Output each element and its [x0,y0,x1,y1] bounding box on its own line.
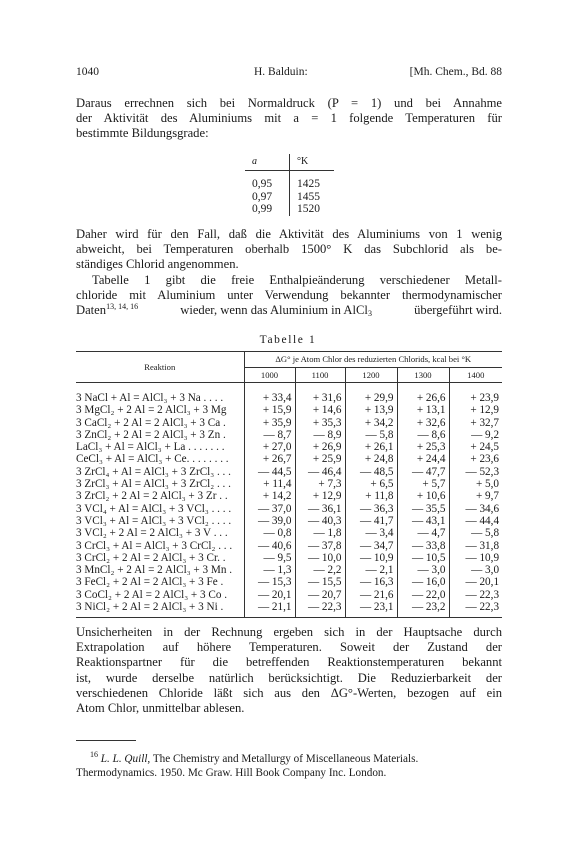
delta-g-cell: — 10,9 [345,552,397,564]
para3-line-3 [76,303,502,318]
intro-paragraph [76,96,502,142]
delta-g-cell: — 44,4 [465,514,500,527]
paragraph-3 [76,273,502,319]
reaction-cell: 3 CrCl₃ + Al = AlCl₃ + 3 CrCl₂ . . . [76,540,244,552]
header-author: H. Balduin: [254,66,308,78]
delta-g-cell: + 32,6 [397,417,449,429]
para3-seg-c: übergeführt wird. [414,303,502,318]
para3-line: Tabelle 1 gibt die freie Enthalpieänderung verschiedener Metall- [92,273,502,287]
delta-g-cell: — 34,7 [345,540,397,552]
delta-g-cell: + 5,7 [397,478,449,490]
table-bottom-rule [76,613,502,618]
delta-g-cell: — 36,3 [345,503,397,515]
delta-g-cell: + 24,8 [345,453,397,465]
delta-g-cell: + 25,9 [295,453,345,465]
table-row [76,453,502,465]
delta-g-cell: + 26,7 [244,453,295,465]
delta-g-cell: + 6,5 [345,478,397,490]
delta-g-cell: + 11,8 [345,490,397,502]
reaction-cell: 3 VCl₄ + Al = AlCl₃ + 3 VCl₃ . . . . [76,503,244,515]
reaction-cell: 3 CaCl₂ + 2 Al = 2 AlCl₃ + 3 Ca . [76,417,244,429]
reaction-cell: CeCl₃ + Al = AlCl₃ + Ce. . . . . . . . [76,453,244,465]
delta-g-cell: — 23,1 [345,601,397,613]
table-row [76,552,502,564]
delta-g-cell: — 2,2 [295,564,345,576]
temp-header: 1400 [449,368,502,383]
delta-g-cell: — 22,0 [397,589,449,601]
table-row [76,417,502,429]
reaction-cell: 3 VCl₂ + 2 Al = 2 AlCl₃ + 3 V . . . [76,527,244,539]
table-row [76,503,502,515]
delta-g-cell: + 27,0 [244,441,295,453]
footnote [76,752,502,780]
reaction-cell: 3 FeCl₂ + 2 Al = 2 AlCl₃ + 3 Fe . [76,576,244,588]
delta-g-cell: — 43,1 [397,515,449,527]
table-row [76,527,502,539]
delta-g-cell: — 40,3 [295,515,345,527]
delta-g-cell: — 46,4 [295,466,345,478]
cell-k: 1520 [297,203,320,215]
delta-g-cell: — 1,8 [295,527,345,539]
delta-g-cell: + 14,6 [295,404,345,416]
table-row [76,564,502,576]
reaction-table [76,351,502,618]
delta-g-cell: + 24,5 [470,441,500,454]
delta-g-cell: — 44,5 [244,466,295,478]
delta-g-cell: — 9,2 [471,428,500,441]
delta-g-cell: + 11,4 [244,478,295,490]
delta-g-cell: — 20,1 [244,589,295,601]
delta-g-cell: — 48,5 [345,466,397,478]
delta-g-cell: + 12,9 [295,490,345,502]
cell-k: 1425 [297,178,320,190]
delta-g-cell: + 23,9 [470,392,500,404]
delta-g-cell: — 22,3 [465,601,500,614]
reaction-cell: 3 NaCl + Al = AlCl₃ + 3 Na . . . . [76,392,244,404]
delta-g-cell: — 20,1 [465,576,500,589]
delta-g-cell: — 21,1 [244,601,295,613]
delta-g-cell: + 25,3 [397,441,449,453]
para3-seg-b: wieder, wenn das Aluminium in AlCl$_3$ [180,303,372,319]
header-journal: [Mh. Chem., Bd. 88 [409,66,502,78]
reaction-cell: 3 ZrCl₄ + Al = AlCl₃ + 3 ZrCl₃ . . . [76,466,244,478]
para2-line: Daher wird für den Fall, daß die Aktivität des Aluminiums von 1 wenig [76,227,502,241]
reaction-cell: 3 ZrCl₃ + Al = AlCl₃ + 3 ZrCl₂ . . . [76,478,244,490]
delta-g-cell: — 31,8 [465,539,500,552]
cell-a: 0,97 [245,191,290,204]
delta-g-cell: + 12,9 [470,404,500,417]
footnote-line-2: Thermodynamics. 1950. Mc Graw. Hill Book Company Inc. London. [76,767,387,779]
delta-g-cell: — 22,3 [295,601,345,613]
delta-g-cell: — 2,1 [345,564,397,576]
para4-line: Atom Chlor, unmittelbar ablesen. [76,700,245,715]
delta-g-cell: — 5,8 [345,429,397,441]
footnote-divider [76,740,136,741]
table-row [76,589,502,601]
delta-g-cell: — 10,0 [295,552,345,564]
intro-line: Daraus errechnen sich bei Normaldruck (P = 1) und bei Annahme [76,96,502,110]
delta-g-cell: — 37,0 [244,503,295,515]
delta-g-cell: — 52,3 [465,465,500,478]
delta-g-cell: — 0,8 [244,527,295,539]
temperature-table [245,154,334,216]
intro-line: bestimmte Bildungsgrade: [76,126,209,141]
delta-g-cell: — 3,0 [397,564,449,576]
reference-markers: 13, 14, 16 [106,302,139,312]
delta-g-cell: — 15,5 [295,576,345,588]
reaction-cell: 3 ZnCl₂ + 2 Al = 2 AlCl₃ + 3 Zn . [76,429,244,441]
delta-g-cell: + 26,6 [397,392,449,404]
page-number: 1040 [76,66,99,78]
delta-g-cell: + 10,6 [397,490,449,502]
reaction-cell: 3 CrCl₂ + 2 Al = 2 AlCl₃ + 3 Cr. . [76,552,244,564]
table-row [76,478,502,490]
delta-g-cell: — 47,7 [397,466,449,478]
table-row [245,178,334,191]
para4-line: Reaktionspartner für die betreffenden Reaktionstemperaturen bekannt [76,655,502,670]
delta-g-cell: — 36,1 [295,503,345,515]
table-row [76,515,502,527]
delta-g-cell: — 40,6 [244,540,295,552]
delta-g-cell: — 39,0 [244,515,295,527]
delta-g-cell: — 35,5 [397,503,449,515]
col-k-header: °K [290,154,335,171]
footnote-line-1 [76,752,502,766]
delta-g-cell: + 34,2 [345,417,397,429]
cell-a: 0,95 [245,178,290,191]
footnote-number: 16 [90,750,98,759]
table-row [245,203,334,216]
temp-header: 1100 [295,368,345,383]
reaction-cell: 3 MgCl₂ + 2 Al = 2 AlCl₃ + 3 Mg [76,404,244,416]
table-row [76,576,502,588]
delta-g-cell: + 32,7 [470,416,500,429]
para4-line: verschiedenen Chloride läßt sich aus den ΔG°-Werten, bezogen auf ein [76,685,502,700]
col-a-header: a [245,154,290,171]
footnote-title: The Chemistry and Metallurgy of Miscellaneous Materials. [150,753,419,765]
delta-g-cell: + 29,9 [345,392,397,404]
delta-g-cell: + 26,9 [295,441,345,453]
table-row [76,601,502,613]
paragraph-2 [76,227,502,273]
delta-g-cell: + 26,1 [345,441,397,453]
table-row [76,490,502,502]
delta-g-cell: — 23,2 [397,601,449,613]
delta-g-cell: — 8,7 [244,429,295,441]
para2-line: abweicht, bei Temperaturen oberhalb 1500° K das Subchlorid als be- [76,242,502,257]
table-row [76,404,502,416]
delta-g-cell: + 9,7 [475,490,500,503]
table-title: Tabelle 1 [259,334,317,346]
para4-line: Unsicherheiten in der Rechnung ergeben sich in der Hauptsache durch [76,625,502,639]
delta-g-cell: + 14,2 [244,490,295,502]
delta-g-cell: — 8,6 [397,429,449,441]
delta-g-cell: + 7,3 [295,478,345,490]
delta-g-cell: + 15,9 [244,404,295,416]
delta-g-cell: + 35,9 [244,417,295,429]
delta-g-cell: — 33,8 [397,540,449,552]
delta-g-cell: + 33,4 [244,392,295,404]
delta-g-cell: + 23,6 [470,453,500,466]
delta-g-cell: — 41,7 [345,515,397,527]
delta-g-cell: — 3,4 [345,527,397,539]
table-row [76,540,502,552]
delta-g-cell: — 21,6 [345,589,397,601]
paragraph-4 [76,625,502,716]
delta-g-cell: — 16,0 [397,576,449,588]
table-row [76,392,502,404]
intro-line: der Aktivität des Aluminiums mit a = 1 folgende Temperaturen für [76,111,502,126]
reaction-cell: 3 NiCl₂ + 2 Al = 2 AlCl₃ + 3 Ni . [76,601,244,613]
delta-g-cell: + 35,3 [295,417,345,429]
delta-g-cell: — 22,3 [465,588,500,601]
table-row [76,429,502,441]
reaction-cell: LaCl₃ + Al = AlCl₃ + La . . . . . . . [76,441,244,453]
cell-a: 0,99 [245,203,290,216]
delta-g-cell: + 13,9 [345,404,397,416]
table-row [76,466,502,478]
delta-g-cell: — 10,9 [465,551,500,564]
delta-g-cell: — 5,8 [471,527,500,540]
reaction-cell: 3 MnCl₂ + 2 Al = 2 AlCl₃ + 3 Mn . [76,564,244,576]
delta-g-header: ΔG° je Atom Chlor des reduzierten Chlorids, kcal bei °K [244,352,502,368]
para4-line: Extrapolation auf höhere Temperaturen. Soweit der Zustand der [76,640,502,655]
delta-g-cell: + 31,6 [295,392,345,404]
para4-line: ist, wurde derselbe natürlich berücksichtigt. Die Reduzierbarkeit der [76,670,502,685]
delta-g-cell: — 4,7 [397,527,449,539]
delta-g-cell: + 13,1 [397,404,449,416]
para3-seg-a: Daten$^{13, 14, 16}$ [76,302,139,318]
para3-line: chloride mit Aluminium unter Verwendung bekannter thermodynamischer [76,288,502,303]
delta-g-cell: — 16,3 [345,576,397,588]
delta-g-cell: — 20,7 [295,589,345,601]
footnote-author: L. L. Quill, [100,753,151,765]
cell-k: 1455 [297,190,320,203]
running-header [76,66,502,82]
para2-line: ständiges Chlorid angenommen. [76,257,239,272]
delta-g-cell: — 10,5 [397,552,449,564]
delta-g-cell: — 1,3 [244,564,295,576]
temp-header: 1300 [397,368,449,383]
table-row [76,441,502,453]
delta-g-cell: + 24,4 [397,453,449,465]
delta-g-cell: — 9,5 [244,552,295,564]
delta-g-cell: — 15,3 [244,576,295,588]
reaction-cell: 3 CoCl₂ + 2 Al = 2 AlCl₃ + 3 Co . [76,589,244,601]
reaction-cell: 3 ZrCl₂ + 2 Al = 2 AlCl₃ + 3 Zr . . [76,490,244,502]
delta-g-cell: — 34,6 [465,502,500,515]
subscript: 3 [367,309,372,319]
temp-header: 1000 [244,368,295,383]
reaction-column-header: Reaktion [76,352,244,383]
temp-header: 1200 [345,368,397,383]
delta-g-cell: — 8,9 [295,429,345,441]
reaction-cell: 3 VCl₃ + Al = AlCl₃ + 3 VCl₂ . . . . [76,515,244,527]
delta-g-cell: — 3,0 [471,564,500,577]
delta-g-cell: + 5,0 [475,478,500,491]
delta-g-cell: — 37,8 [295,540,345,552]
table-row [245,191,334,204]
